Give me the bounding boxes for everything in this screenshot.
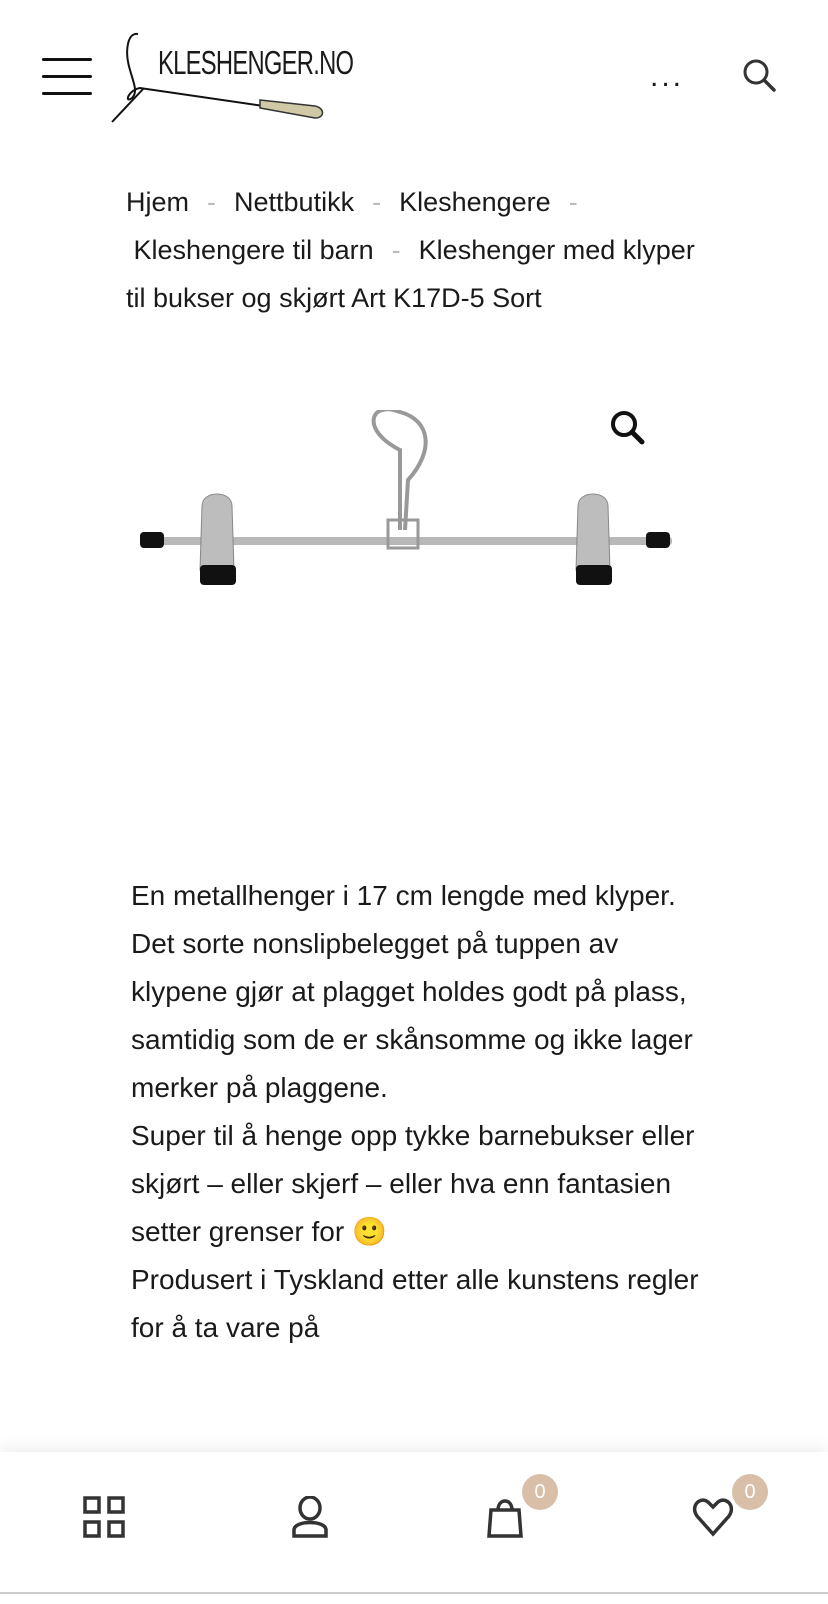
- breadcrumb-separator: -: [207, 187, 217, 217]
- description-paragraph: Produsert i Tyskland etter alle kunstens regler for å ta vare på: [131, 1264, 699, 1343]
- breadcrumb-kleshengere[interactable]: Kleshengere: [399, 187, 551, 217]
- description-paragraph: Super til å henge opp tykke barnebukser eller skjørt – eller skjerf – eller hva enn fantasien setter grenser for 🙂: [131, 1120, 695, 1247]
- site-logo[interactable]: [110, 30, 354, 125]
- account-nav-button[interactable]: [290, 1496, 330, 1543]
- image-zoom-button[interactable]: [610, 410, 646, 451]
- hamburger-menu-button[interactable]: [42, 58, 92, 96]
- shopping-bag-icon: [486, 1496, 526, 1538]
- clip-hanger-image: [130, 410, 690, 630]
- breadcrumb-kleshengere-til-barn[interactable]: Kleshengere til barn: [133, 235, 374, 265]
- search-icon: [742, 58, 778, 94]
- shop-nav-button[interactable]: [83, 1496, 125, 1543]
- description-paragraph: En metallhenger i 17 cm lengde med klyper. Det sorte nonslipbelegget på tuppen av klypene gjør at plagget holdes godt på plass, samtidig som de er skånsomme og ikke lager merker på plaggene.: [131, 880, 693, 1103]
- product-description: [131, 872, 701, 1352]
- user-icon: [290, 1496, 330, 1538]
- bottom-nav-bar: [0, 1452, 828, 1594]
- cart-count-badge: 0: [522, 1474, 558, 1510]
- breadcrumb-separator: -: [391, 235, 401, 265]
- breadcrumb-separator: -: [372, 187, 382, 217]
- logo-text: KLESHENGER.NO: [158, 44, 354, 81]
- breadcrumb: [126, 178, 716, 322]
- cart-nav-button[interactable]: [486, 1481, 546, 1543]
- breadcrumb-nettbutikk[interactable]: Nettbutikk: [234, 187, 355, 217]
- wishlist-count-badge: 0: [732, 1474, 768, 1510]
- product-image[interactable]: [130, 410, 690, 630]
- magnifier-icon: [610, 410, 646, 446]
- heart-icon: [692, 1496, 734, 1538]
- search-button[interactable]: [742, 58, 778, 99]
- breadcrumb-current: Kleshenger med klyper til bukser og skjørt Art K17D-5 Sort: [126, 235, 695, 313]
- more-options-button[interactable]: ...: [650, 60, 685, 93]
- wishlist-nav-button[interactable]: [692, 1481, 756, 1543]
- grid-icon: [83, 1496, 125, 1538]
- breadcrumb-separator: -: [568, 187, 578, 217]
- site-header: [0, 0, 828, 150]
- breadcrumb-home[interactable]: Hjem: [126, 187, 190, 217]
